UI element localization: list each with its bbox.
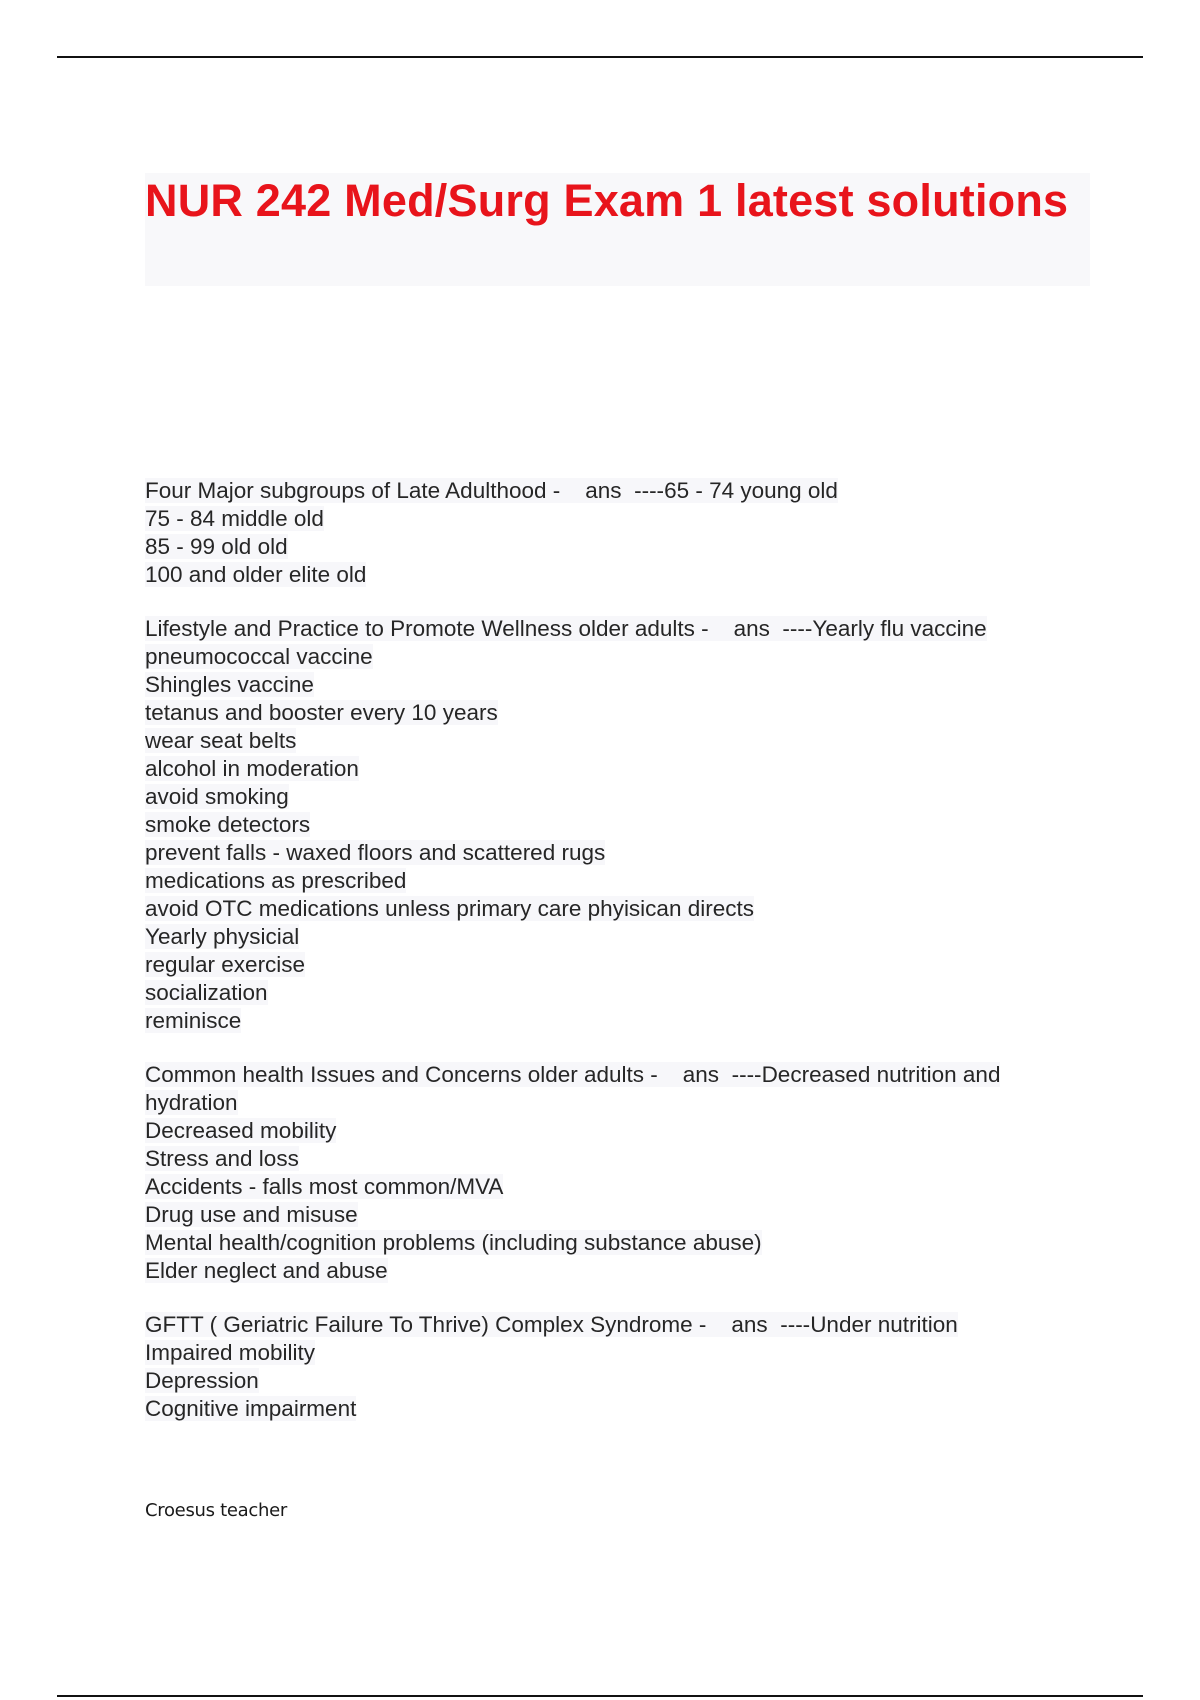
answer-prefix: ---- xyxy=(731,1062,762,1087)
answer-line: Stress and loss xyxy=(145,1146,299,1171)
qa-item xyxy=(145,477,1095,589)
qa-first-line xyxy=(145,1061,1095,1089)
document-title: NUR 242 Med/Surg Exam 1 latest solutions xyxy=(145,175,1069,226)
answer-line: hydration xyxy=(145,1090,238,1115)
answer-line: Depression xyxy=(145,1368,259,1393)
answer-line: socialization xyxy=(145,980,268,1005)
answer-marker: ans xyxy=(731,1312,768,1337)
answer-first: Decreased nutrition and xyxy=(761,1062,1001,1087)
answer-line: Elder neglect and abuse xyxy=(145,1258,388,1283)
question: Common health Issues and Concerns older adults - xyxy=(145,1062,658,1087)
answer-prefix: ---- xyxy=(782,616,813,641)
answer-first: Under nutrition xyxy=(810,1312,958,1337)
answer-line: Yearly physicial xyxy=(145,924,300,949)
answer-line: reminisce xyxy=(145,1008,242,1033)
question: Lifestyle and Practice to Promote Wellness older adults - xyxy=(145,616,709,641)
answer-marker: ans xyxy=(682,1062,720,1087)
qa-content xyxy=(145,477,1095,1449)
answer-line: avoid OTC medications unless primary care phyisican directs xyxy=(145,896,754,921)
answer-line: wear seat belts xyxy=(145,728,297,753)
question: Four Major subgroups of Late Adulthood - xyxy=(145,478,561,503)
answer-prefix: ---- xyxy=(780,1312,811,1337)
answer-line: Shingles vaccine xyxy=(145,672,314,697)
answer-line: Cognitive impairment xyxy=(145,1396,357,1421)
answer-line: avoid smoking xyxy=(145,784,289,809)
answer-line: regular exercise xyxy=(145,952,306,977)
answer-line: 85 - 99 old old xyxy=(145,534,288,559)
answer-line: pneumococcal vaccine xyxy=(145,644,373,669)
qa-first-line xyxy=(145,477,1095,505)
qa-item xyxy=(145,1311,1095,1423)
answer-line: Decreased mobility xyxy=(145,1118,337,1143)
answer-line: prevent falls - waxed floors and scattered rugs xyxy=(145,840,606,865)
footer-text: Croesus teacher xyxy=(145,1500,287,1521)
answer-line: Drug use and misuse xyxy=(145,1202,358,1227)
answer-line: 75 - 84 middle old xyxy=(145,506,324,531)
answer-line: alcohol in moderation xyxy=(145,756,359,781)
answer-line: medications as prescribed xyxy=(145,868,407,893)
answer-line: tetanus and booster every 10 years xyxy=(145,700,498,725)
answer-line: smoke detectors xyxy=(145,812,311,837)
answer-line: Accidents - falls most common/MVA xyxy=(145,1174,504,1199)
answer-marker: ans xyxy=(733,616,770,641)
answer-marker: ans xyxy=(585,478,622,503)
qa-first-line xyxy=(145,1311,1095,1339)
answer-prefix: ---- xyxy=(634,478,665,503)
answer-first: 65 - 74 young old xyxy=(664,478,838,503)
answer-line: 100 and older elite old xyxy=(145,562,367,587)
bottom-rule xyxy=(57,1695,1143,1697)
answer-first: Yearly flu vaccine xyxy=(812,616,987,641)
answer-line: Mental health/cognition problems (including substance abuse) xyxy=(145,1230,762,1255)
qa-item xyxy=(145,615,1095,1035)
qa-first-line xyxy=(145,615,1095,643)
answer-line: Impaired mobility xyxy=(145,1340,316,1365)
qa-item xyxy=(145,1061,1095,1285)
title-block xyxy=(145,173,1090,286)
question: GFTT ( Geriatric Failure To Thrive) Complex Syndrome - xyxy=(145,1312,707,1337)
top-rule xyxy=(57,56,1143,58)
